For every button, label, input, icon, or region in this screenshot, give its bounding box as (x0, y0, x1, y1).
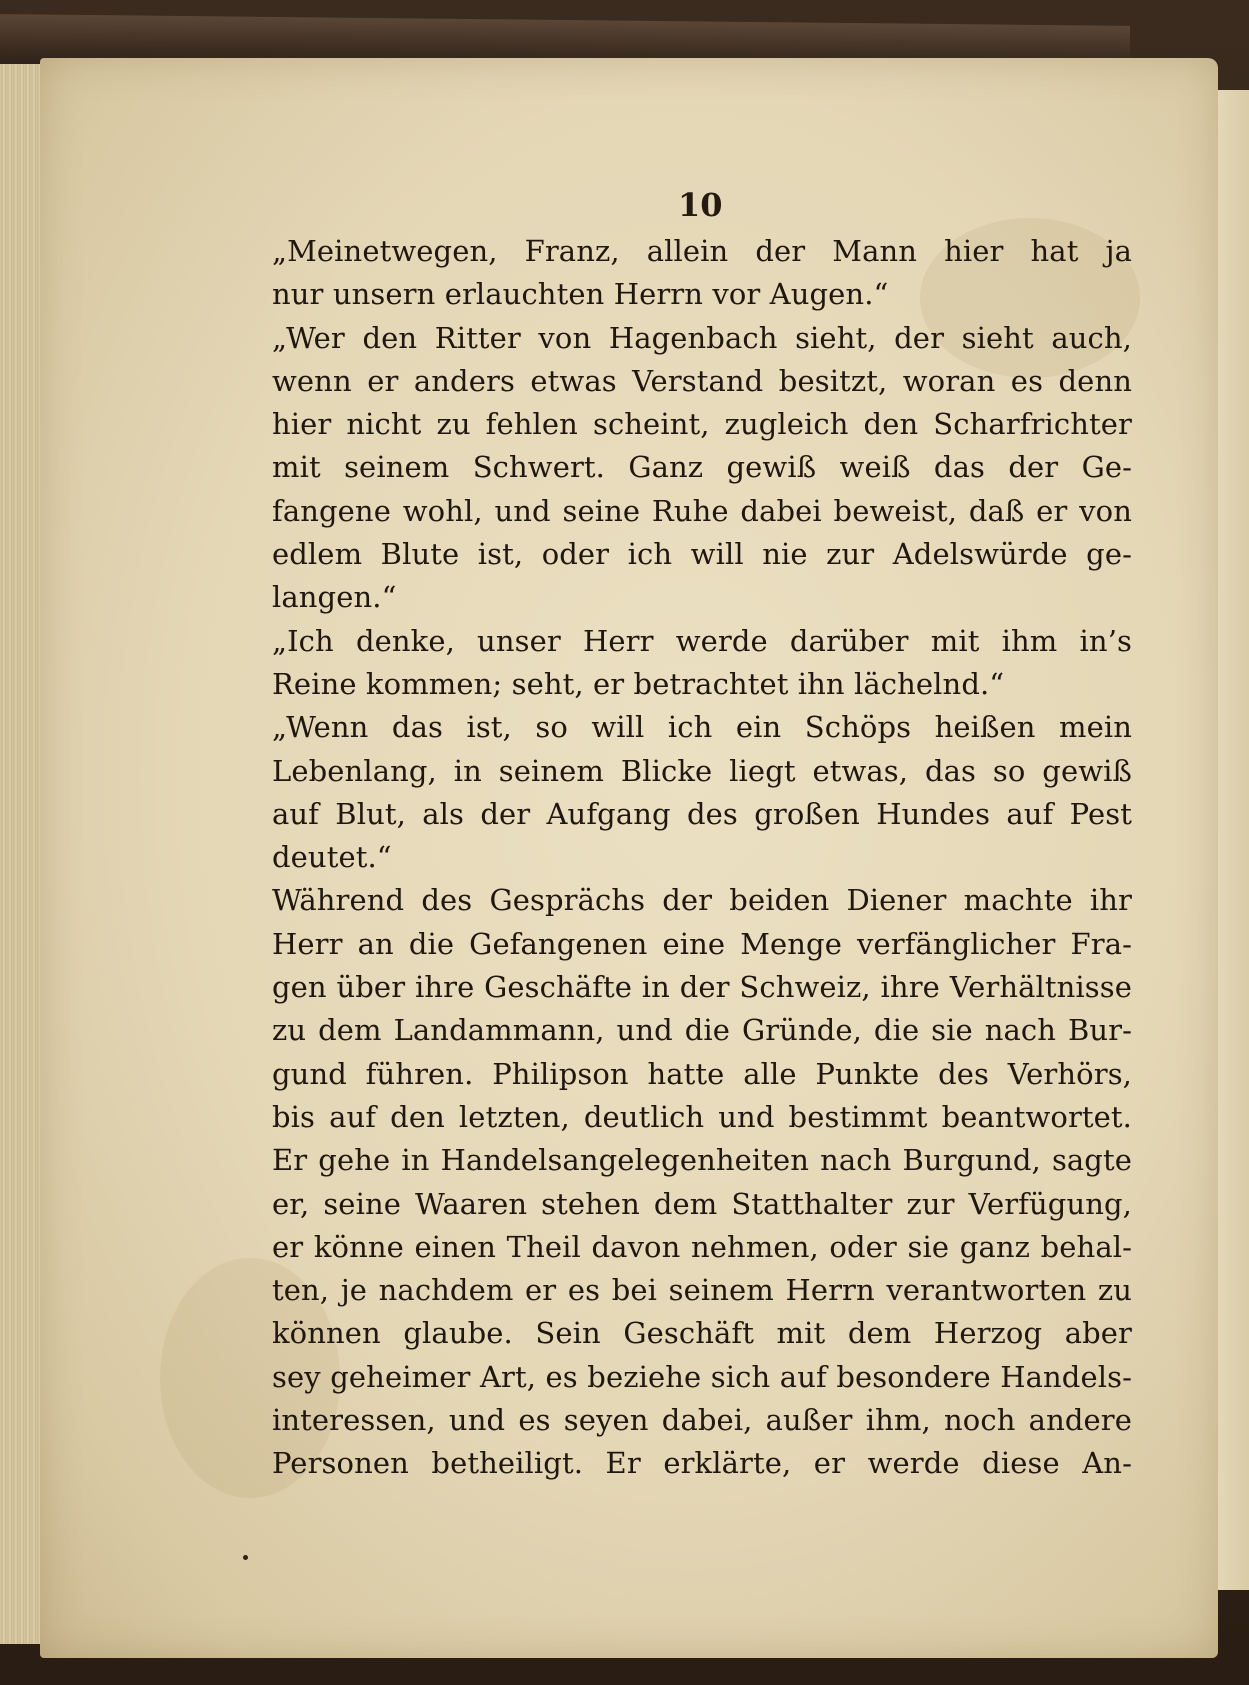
text-line: wenn er anders etwas Verstand besitzt, woran es denn (272, 363, 1132, 398)
text-line: „Wer den Ritter von Hagenbach sieht, der sieht auch, (272, 320, 1132, 355)
text-line: nur unsern erlauchten Herrn vor Augen.“ (272, 277, 889, 312)
text-line: „Ich denke, unser Herr werde darüber mit ihm in’s (272, 623, 1132, 658)
text-line: bis auf den letzten, deutlich und bestimmt beantwortet. (272, 1099, 1132, 1134)
text-line: fangene wohl, und seine Ruhe dabei beweist, daß er von (272, 493, 1132, 528)
text-line: er könne einen Theil davon nehmen, oder sie ganz behal- (272, 1229, 1132, 1264)
text-line: er, seine Waaren stehen dem Statthalter zur Verfügung, (272, 1186, 1132, 1221)
text-line: Herr an die Gefangenen eine Menge verfänglicher Fra- (272, 926, 1132, 961)
text-line: „Wenn das ist, so will ich ein Schöps heißen mein (272, 710, 1132, 745)
text-line: können glaube. Sein Geschäft mit dem Herzog aber (272, 1316, 1132, 1351)
text-line: Reine kommen; seht, er betrachtet ihn lächelnd.“ (272, 666, 1005, 701)
text-line: ten, je nachdem er es bei seinem Herrn verantworten zu (272, 1273, 1132, 1308)
text-line: Er gehe in Handelsangelegenheiten nach Burgund, sagte (272, 1143, 1132, 1178)
text-line: „Meinetwegen, Franz, allein der Mann hier hat ja (272, 234, 1132, 268)
page-number: 10 (678, 186, 723, 224)
text-line: gund führen. Philipson hatte alle Punkte des Verhörs, (272, 1056, 1132, 1091)
text-line: Personen betheiligt. Er erklärte, er werde diese An- (272, 1446, 1132, 1481)
text-line: Lebenlang, in seinem Blicke liegt etwas, das so gewiß (272, 753, 1132, 788)
text-line: deutet.“ (272, 840, 392, 875)
ink-speck (243, 1555, 248, 1560)
body-text (272, 230, 1132, 1486)
text-line: interessen, und es seyen dabei, außer ihm, noch andere (272, 1403, 1132, 1438)
text-line: auf Blut, als der Aufgang des großen Hundes auf Pest (272, 796, 1132, 831)
text-line: gen über ihre Geschäfte in der Schweiz, ihre Verhältnisse (272, 970, 1132, 1005)
text-line: zu dem Landammann, und die Gründe, die sie nach Bur- (272, 1013, 1132, 1048)
text-line: Während des Gesprächs der beiden Diener machte ihr (272, 883, 1132, 918)
text-line: hier nicht zu fehlen scheint, zugleich den Scharfrichter (272, 407, 1132, 442)
text-line: langen.“ (272, 580, 397, 615)
text-line: edlem Blute ist, oder ich will nie zur Adelswürde ge- (272, 537, 1132, 572)
text-line: sey geheimer Art, es beziehe sich auf besondere Handels- (272, 1359, 1132, 1394)
text-line: mit seinem Schwert. Ganz gewiß weiß das der Ge- (272, 450, 1132, 485)
